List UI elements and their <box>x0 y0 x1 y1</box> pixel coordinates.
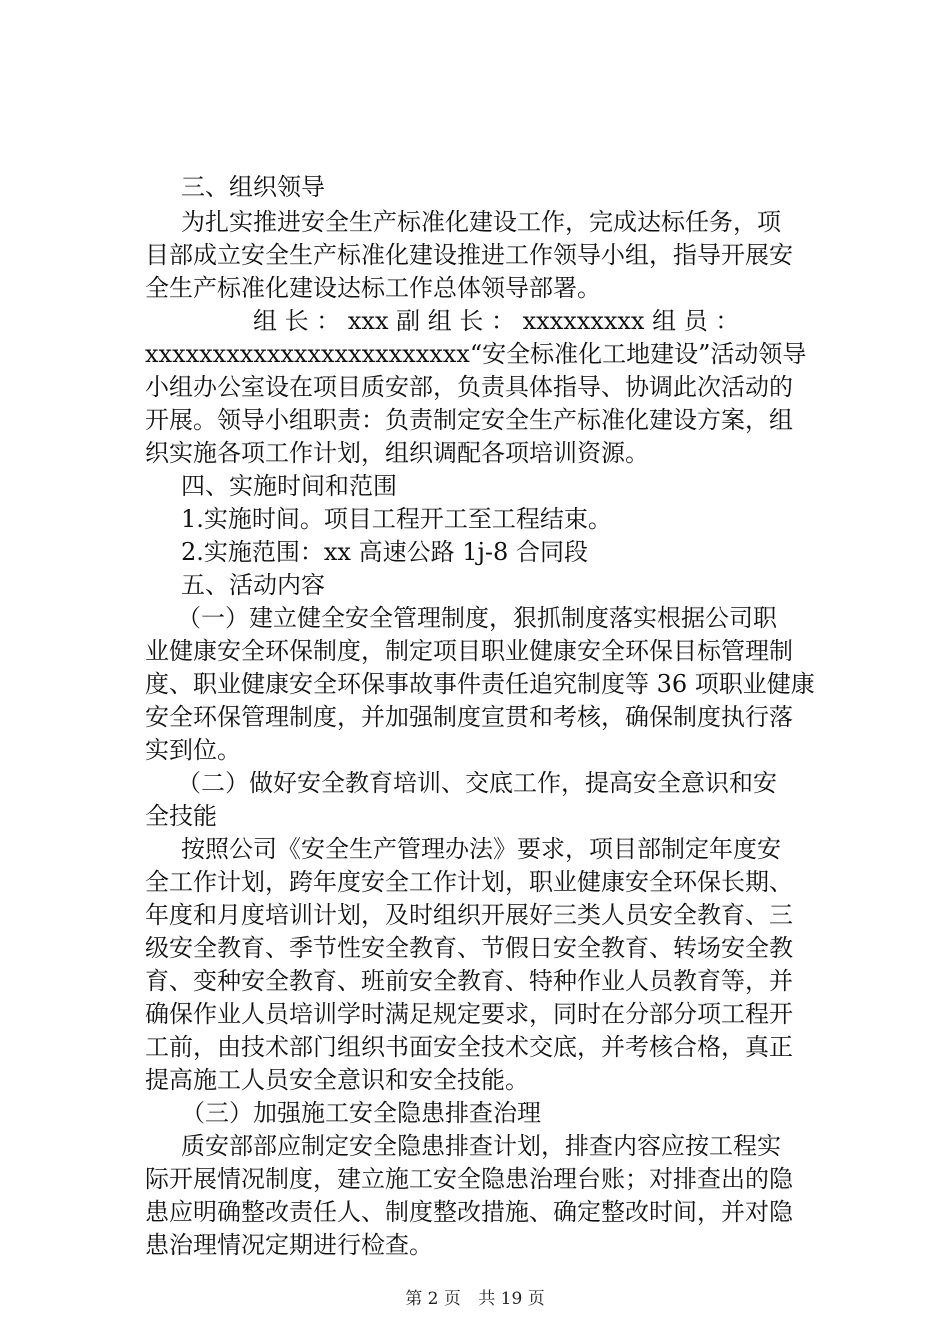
text-line: 按照公司《安全生产管理办法》要求，项目部制定年度安 <box>181 835 781 863</box>
text-line: 全生产标准化建设达标工作总体领导部署。 <box>145 274 601 302</box>
section-heading-5: 五、活动内容 <box>181 571 325 599</box>
text-line: 患治理情况定期进行检查。 <box>145 1231 433 1259</box>
text-line: 育、变种安全教育、班前安全教育、特种作业人员教育等，并 <box>145 967 793 995</box>
text-line: 组 长 ： xxx 副 组 长 ： xxxxxxxxx 组 员 ： <box>253 307 740 335</box>
text-line: 年度和月度培训计划，及时组织开展好三类人员安全教育、三 <box>145 901 793 929</box>
text-line: 1.实施时间。项目工程开工至工程结束。 <box>181 505 612 533</box>
text-line: 为扎实推进安全生产标准化建设工作，完成达标任务，项 <box>181 208 781 236</box>
text-line: （二）做好安全教育培训、交底工作，提高安全意识和安 <box>177 769 777 797</box>
text-line: 2.实施范围：xx 高速公路 1j-8 合同段 <box>181 538 588 566</box>
page-number: 第 2 页 <box>405 1289 461 1309</box>
text-line: 全工作计划，跨年度安全工作计划，职业健康安全环保长期、 <box>145 868 793 896</box>
text-line: （三）加强施工安全隐患排查治理 <box>181 1099 541 1127</box>
text-line: 级安全教育、季节性安全教育、节假日安全教育、转场安全教 <box>145 934 793 962</box>
text-line: xxxxxxxxxxxxxxxxxxxxxxxx“安全标准化工地建设”活动领导 <box>145 340 807 368</box>
section-heading-3: 三、组织领导 <box>181 173 325 201</box>
text-line: 际开展情况制度，建立施工安全隐患治理台账；对排查出的隐 <box>145 1165 793 1193</box>
text-line: 提高施工人员安全意识和安全技能。 <box>145 1066 529 1094</box>
text-line: 确保作业人员培训学时满足规定要求，同时在分部分项工程开 <box>145 1000 793 1028</box>
text-line: 工前，由技术部门组织书面安全技术交底，并考核合格，真正 <box>145 1033 793 1061</box>
text-line: 质安部部应制定安全隐患排查计划，排查内容应按工程实 <box>181 1132 781 1160</box>
text-line: （一）建立健全安全管理制度，狠抓制度落实根据公司职 <box>177 604 777 632</box>
text-line: 业健康安全环保制度，制定项目职业健康安全环保目标管理制 <box>145 637 793 665</box>
text-line: 安全环保管理制度，并加强制度宣贯和考核，确保制度执行落 <box>145 703 793 731</box>
page-total: 共 19 页 <box>478 1289 545 1309</box>
text-line: 全技能 <box>145 802 217 830</box>
text-line: 开展。领导小组职责：负责制定安全生产标准化建设方案，组 <box>145 406 793 434</box>
section-heading-4: 四、实施时间和范围 <box>181 472 397 500</box>
page-footer <box>0 1284 950 1309</box>
text-line: 目部成立安全生产标准化建设推进工作领导小组，指导开展安 <box>145 241 793 269</box>
text-line: 实到位。 <box>145 736 241 764</box>
text-line: 织实施各项工作计划，组织调配各项培训资源。 <box>145 439 649 467</box>
text-line: 小组办公室设在项目质安部，负责具体指导、协调此次活动的 <box>145 373 793 401</box>
text-line: 度、职业健康安全环保事故事件责任追究制度等 36 项职业健康 <box>145 670 815 698</box>
text-line: 患应明确整改责任人、制度整改措施、确定整改时间，并对隐 <box>145 1198 793 1226</box>
